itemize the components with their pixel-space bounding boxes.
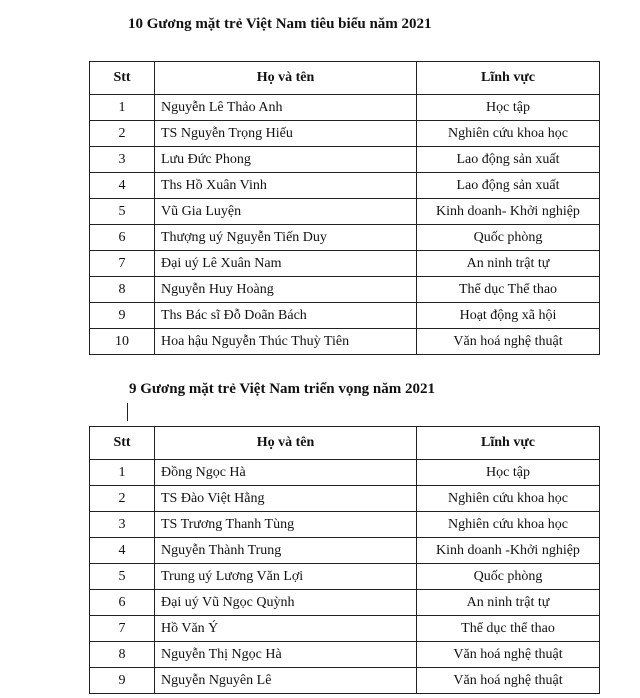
header-stt: Stt (90, 62, 155, 95)
table-row (90, 329, 600, 355)
table-row (90, 486, 600, 512)
cell-stt: 8 (90, 277, 155, 303)
cell-name: TS Đào Việt Hằng (155, 486, 417, 512)
cell-name: Đại uý Vũ Ngọc Quỳnh (155, 590, 417, 616)
cell-name: Nguyễn Nguyên Lê (155, 668, 417, 694)
cell-name: Nguyễn Thị Ngọc Hà (155, 642, 417, 668)
cell-field: Quốc phòng (417, 564, 600, 590)
cell-name: Ths Bác sĩ Đỗ Doãn Bách (155, 303, 417, 329)
cell-stt: 4 (90, 538, 155, 564)
cell-field: Văn hoá nghệ thuật (417, 668, 600, 694)
cell-stt: 9 (90, 303, 155, 329)
header-field: Lĩnh vực (417, 62, 600, 95)
cell-name: TS Nguyễn Trọng Hiếu (155, 121, 417, 147)
cell-name: Hồ Văn Ý (155, 616, 417, 642)
outstanding-table (89, 61, 600, 355)
cell-name: Lưu Đức Phong (155, 147, 417, 173)
cell-stt: 5 (90, 199, 155, 225)
table-row (90, 590, 600, 616)
table-row (90, 616, 600, 642)
table-row (90, 564, 600, 590)
text-cursor (127, 403, 128, 421)
cell-field: An ninh trật tự (417, 590, 600, 616)
cell-field: An ninh trật tự (417, 251, 600, 277)
table-row (90, 642, 600, 668)
cell-field: Học tập (417, 460, 600, 486)
table-row (90, 460, 600, 486)
table-row (90, 199, 600, 225)
table-row (90, 512, 600, 538)
cell-name: Nguyễn Thành Trung (155, 538, 417, 564)
cell-field: Nghiên cứu khoa học (417, 512, 600, 538)
cell-field: Kinh doanh- Khởi nghiệp (417, 199, 600, 225)
cell-stt: 1 (90, 95, 155, 121)
section1-title: 10 Gương mặt trẻ Việt Nam tiêu biểu năm 2021 (128, 16, 432, 32)
header-stt: Stt (90, 427, 155, 460)
cell-name: Nguyễn Huy Hoàng (155, 277, 417, 303)
cell-name: Vũ Gia Luyện (155, 199, 417, 225)
table-row (90, 538, 600, 564)
cell-field: Văn hoá nghệ thuật (417, 642, 600, 668)
cell-name: Ths Hồ Xuân Vinh (155, 173, 417, 199)
table-row (90, 95, 600, 121)
cell-field: Lao động sản xuất (417, 147, 600, 173)
cell-stt: 5 (90, 564, 155, 590)
table-header-row (90, 62, 600, 95)
cell-stt: 6 (90, 225, 155, 251)
table-row (90, 147, 600, 173)
header-name: Họ và tên (155, 427, 417, 460)
cell-field: Thể dục Thể thao (417, 277, 600, 303)
cell-stt: 6 (90, 590, 155, 616)
cell-stt: 3 (90, 147, 155, 173)
cell-name: Hoa hậu Nguyễn Thúc Thuỳ Tiên (155, 329, 417, 355)
cell-field: Học tập (417, 95, 600, 121)
cell-field: Quốc phòng (417, 225, 600, 251)
header-name: Họ và tên (155, 62, 417, 95)
cell-name: Đại uý Lê Xuân Nam (155, 251, 417, 277)
cell-field: Văn hoá nghệ thuật (417, 329, 600, 355)
section2-title: 9 Gương mặt trẻ Việt Nam triển vọng năm 2021 (129, 381, 436, 397)
cell-stt: 1 (90, 460, 155, 486)
cell-stt: 9 (90, 668, 155, 694)
table-row (90, 225, 600, 251)
cell-name: Thượng uý Nguyễn Tiến Duy (155, 225, 417, 251)
promising-table (89, 426, 600, 694)
cell-stt: 8 (90, 642, 155, 668)
table-row (90, 668, 600, 694)
header-field: Lĩnh vực (417, 427, 600, 460)
cell-stt: 3 (90, 512, 155, 538)
table-row (90, 173, 600, 199)
cell-stt: 7 (90, 616, 155, 642)
cell-field: Nghiên cứu khoa học (417, 486, 600, 512)
cell-stt: 2 (90, 486, 155, 512)
table-header-row (90, 427, 600, 460)
cell-name: TS Trương Thanh Tùng (155, 512, 417, 538)
table-row (90, 121, 600, 147)
cell-name: Trung uý Lương Văn Lợi (155, 564, 417, 590)
cell-field: Kinh doanh -Khởi nghiệp (417, 538, 600, 564)
cell-stt: 4 (90, 173, 155, 199)
cell-field: Nghiên cứu khoa học (417, 121, 600, 147)
cell-stt: 10 (90, 329, 155, 355)
cell-name: Đồng Ngọc Hà (155, 460, 417, 486)
cell-stt: 7 (90, 251, 155, 277)
cell-field: Thể dục thể thao (417, 616, 600, 642)
table-row (90, 251, 600, 277)
table-row (90, 303, 600, 329)
cell-stt: 2 (90, 121, 155, 147)
cell-field: Hoạt động xã hội (417, 303, 600, 329)
cell-field: Lao động sản xuất (417, 173, 600, 199)
table-row (90, 277, 600, 303)
cell-name: Nguyễn Lê Thảo Anh (155, 95, 417, 121)
